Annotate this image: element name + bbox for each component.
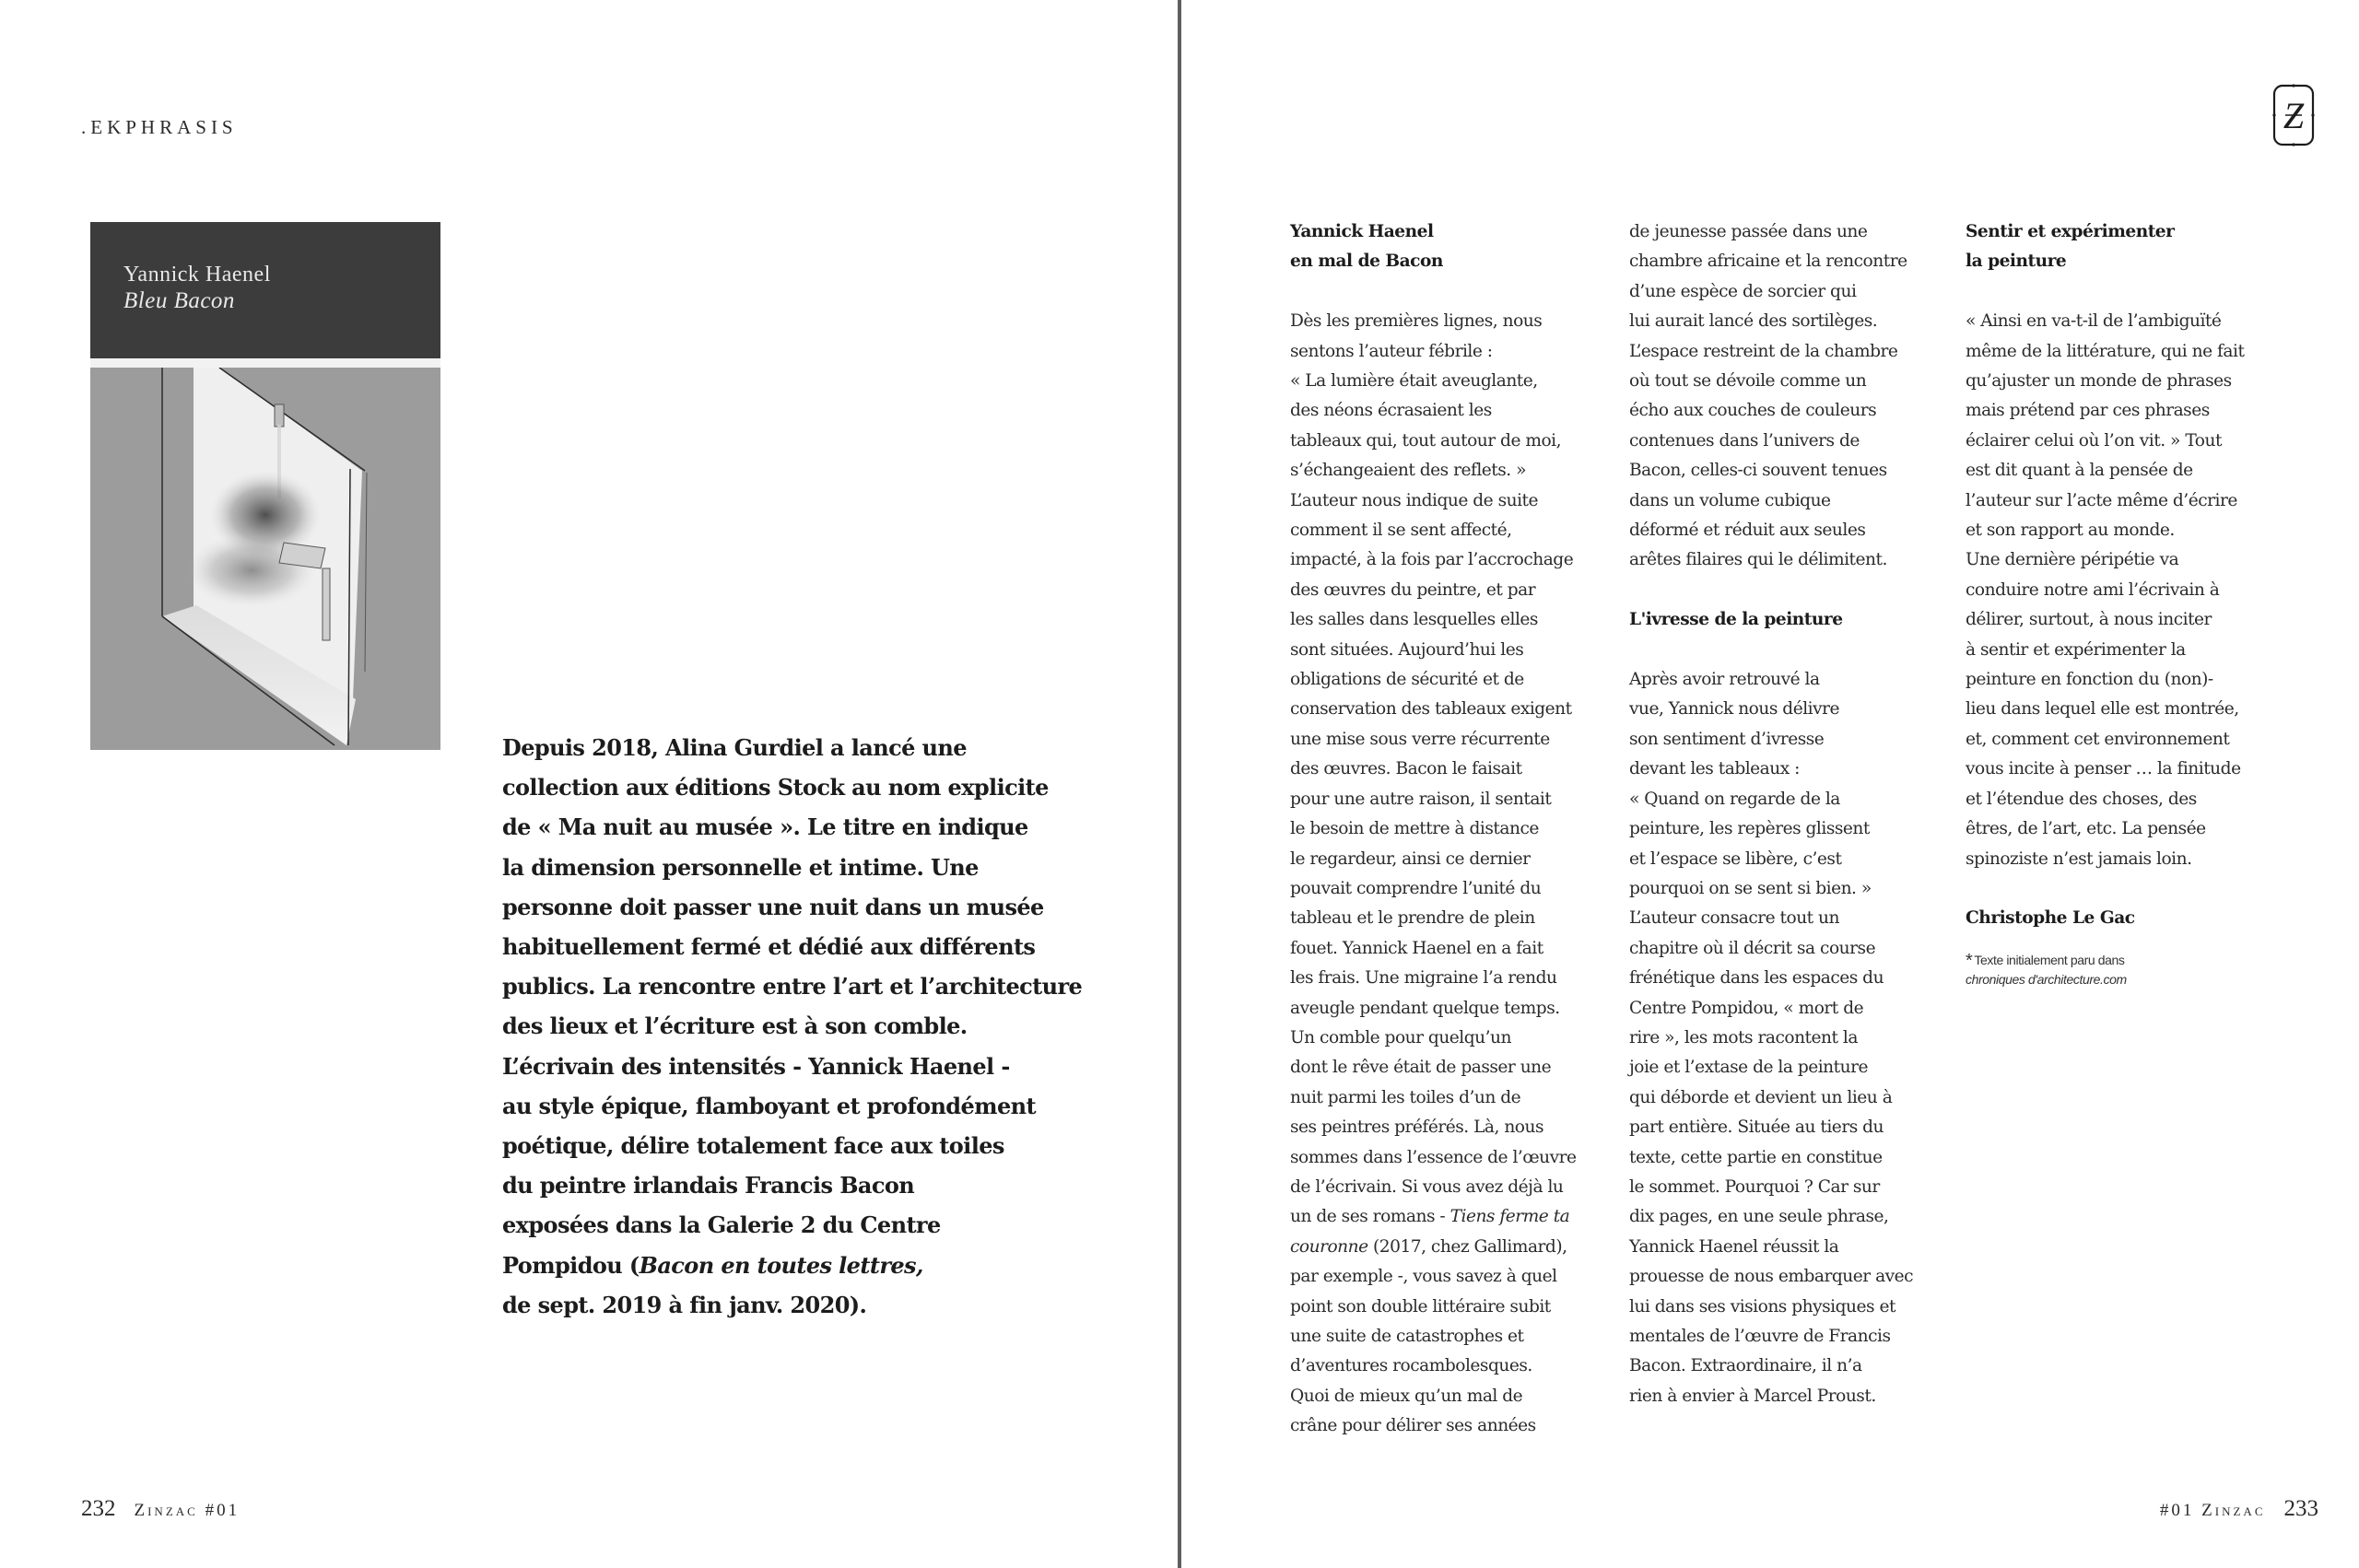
body-line: lui dans ses visions physiques et [1629,1296,1895,1316]
painting-tap [275,404,284,427]
body-line: frénétique dans les espaces du [1629,968,1884,989]
body-line: est dit quant à la pensée de [1966,461,2193,481]
body-line: impacté, à la fois par l’accrochage [1290,550,1574,570]
column-heading: Sentir et expérimenter [1966,222,2175,241]
body-line: écho aux couches de couleurs [1629,401,1877,421]
lead-line: publics. La rencontre entre l’art et l’architecture [502,973,1083,1000]
lead-text: Pompidou ( [502,1251,640,1279]
body-line: peinture, les repères glissent [1629,819,1870,839]
body-line: les frais. Une migraine l’a rendu [1290,968,1557,989]
lead-line [502,1246,1074,1285]
book-cover [90,222,440,752]
lead-line: personne doit passer une nuit dans un musée [502,893,1044,920]
column-heading: Yannick Haenel [1290,222,1434,241]
footnote-text: Texte initialement paru dans [1974,952,2125,967]
lead-line: du peintre irlandais Francis Bacon [502,1172,915,1199]
novel-title: Tiens ferme ta [1449,1207,1570,1227]
body-line: Après avoir retrouvé la [1629,670,1820,690]
body-line: le sommet. Pourquoi ? Car sur [1629,1176,1880,1197]
body-line: dans un volume cubique [1629,490,1831,510]
footnote-asterisk: * [1966,950,1973,971]
body-line: s’échangeaient des reflets. » [1290,461,1526,481]
body-line [1290,1233,1622,1262]
footnote [1966,951,2297,989]
body-line: mais prétend par ces phrases [1966,401,2210,421]
section-label: .EKPHRASIS [81,116,238,138]
body-line: contenues dans l’univers de [1629,430,1860,451]
body-line: ses peintres préférés. Là, nous [1290,1117,1544,1138]
body-line: chambre africaine et la rencontre [1629,252,1907,272]
body-line: les salles dans lesquelles elles [1290,610,1538,630]
cover-painting [90,368,440,750]
body-line: L’auteur nous indique de suite [1290,490,1539,510]
lead-line: L’écrivain des intensités - Yannick Haenel - [502,1052,1010,1080]
body-line: une mise sous verre récurrente [1290,729,1550,749]
body-line: délirer, surtout, à nous inciter [1966,610,2212,630]
body-line: fouet. Yannick Haenel en a fait [1290,938,1543,958]
body-line: Centre Pompidou, « mort de [1629,998,1864,1018]
left-folio [81,1496,240,1522]
body-line: part entière. Située au tiers du [1629,1117,1884,1138]
body-line: Bacon. Extraordinaire, il n’a [1629,1356,1862,1376]
cover-separator [90,358,440,368]
body-line: rire », les mots racontent la [1629,1027,1858,1047]
body-line: sentons l’auteur fébrile : [1290,341,1493,361]
body-line: et son rapport au monde. [1966,521,2175,541]
body-line: vue, Yannick nous délivre [1629,699,1840,720]
right-page [1181,0,2359,1568]
body-line: des œuvres. Bacon le faisait [1290,759,1522,779]
body-line: Une dernière péripétie va [1966,550,2179,570]
body-line: joie et l’extase de la peinture [1629,1058,1868,1078]
cover-title-band [90,222,440,358]
body-line: et, comment cet environnement [1966,729,2230,749]
body-line: aveugle pendant quelque temps. [1290,998,1560,1018]
body-line: « La lumière était aveuglante, [1290,371,1538,392]
body-line: « Ainsi en va-t-il de l’ambiguïté [1966,311,2222,332]
lead-line: de sept. 2019 à fin janv. 2020). [502,1291,867,1318]
body-line: dont le rêve était de passer une [1290,1058,1552,1078]
body-line: dix pages, en une seule phrase, [1629,1207,1889,1227]
body-line: des œuvres du peintre, et par [1290,579,1536,600]
body-line: nuit parmi les toiles d’un de [1290,1087,1521,1107]
body-line: peinture en fonction du (non)- [1966,670,2213,690]
body-line: de l’écrivain. Si vous avez déjà lu [1290,1176,1564,1197]
author-signature: Christophe Le Gac [1966,908,2135,929]
body-line: êtres, de l’art, etc. La pensée [1966,819,2206,839]
body-line: le regardeur, ainsi ce dernier [1290,848,1531,869]
exhibition-title: Bacon en toutes lettres, [639,1251,923,1279]
lead-paragraph [502,728,1083,1325]
body-line: « Quand on regarde de la [1629,789,1840,809]
lead-line: collection aux éditions Stock au nom explicite [502,774,1049,802]
body-line [1290,1202,1622,1232]
body-line: devant les tableaux : [1629,759,1800,779]
body-line: Bacon, celles-ci souvent tenues [1629,461,1887,481]
body-line: L’auteur consacre tout un [1629,908,1840,929]
body-line: de jeunesse passée dans une [1629,222,1868,241]
body-text: un de ses romans - [1290,1207,1450,1227]
body-line: obligations de sécurité et de [1290,670,1524,690]
body-line: et l’étendue des choses, des [1966,789,2197,809]
body-line: éclairer celui où l’on vit. » Tout [1966,430,2222,451]
body-line: Yannick Haenel réussit la [1629,1236,1839,1257]
cover-title: Bleu Bacon [123,288,235,313]
body-line: Quoi de mieux qu’un mal de [1290,1386,1523,1406]
body-line: sommes dans l’essence de l’œuvre [1290,1147,1577,1167]
body-line: son sentiment d’ivresse [1629,729,1825,749]
painting-illustration [90,368,440,750]
body-line: lieu dans lequel elle est montrée, [1966,699,2239,720]
lead-line: Depuis 2018, Alina Gurdiel a lancé une [502,734,967,761]
body-line: des néons écrasaient les [1290,401,1492,421]
body-line: crâne pour délirer ses années [1290,1416,1536,1436]
body-line: prouesse de nous embarquer avec [1629,1267,1914,1287]
body-line: et l’espace se libère, c’est [1629,848,1842,869]
body-line: sont situées. Aujourd’hui les [1290,639,1524,660]
body-line: même de la littérature, qui ne fait [1966,341,2245,361]
cover-author: Yannick Haenel [123,263,271,287]
article-column-3 [1966,217,2297,989]
body-line: L’espace restreint de la chambre [1629,341,1898,361]
lead-line: habituellement fermé et dédié aux différents [502,933,1036,961]
zinzac-logo-icon [2271,81,2317,149]
body-line: le besoin de mettre à distance [1290,819,1539,839]
page-number: 233 [2283,1496,2318,1521]
body-line: qu’ajuster un monde de phrases [1966,371,2232,392]
body-line: arêtes filaires qui le délimitent. [1629,550,1887,570]
body-line: comment il se sent affecté, [1290,521,1512,541]
body-line: déformé et réduit aux seules [1629,521,1866,541]
body-line: qui déborde et devient un lieu à [1629,1087,1893,1107]
body-line: conservation des tableaux exigent [1290,699,1572,720]
body-line: Un comble pour quelqu’un [1290,1027,1511,1047]
body-line: rien à envier à Marcel Proust. [1629,1386,1876,1406]
magazine-name: #01 Zinzac [2159,1501,2266,1520]
article-column-2 [1629,217,1961,1411]
body-line: tableaux qui, tout autour de moi, [1290,430,1562,451]
body-line: lui aurait lancé des sortilèges. [1629,311,1878,332]
body-line: mentales de l’œuvre de Francis [1629,1327,1891,1346]
body-line: spinoziste n’est jamais loin. [1966,848,2192,869]
body-line: point son double littéraire subit [1290,1296,1551,1316]
lead-line: de « Ma nuit au musée ». Le titre en indique [502,813,1028,841]
body-line: pour une autre raison, il sentait [1290,789,1552,809]
body-line: d’une espèce de sorcier qui [1629,281,1857,301]
column-heading: la peinture [1966,252,2067,272]
body-line: où tout se dévoile comme un [1629,371,1867,392]
body-line: une suite de catastrophes et [1290,1327,1524,1347]
lead-line: poétique, délire totalement face aux toiles [502,1132,1004,1160]
novel-title: couronne [1290,1236,1368,1257]
body-line: pourquoi on se sent si bien. » [1629,878,1872,898]
article-column-1 [1290,217,1622,1442]
body-line: par exemple -, vous savez à quel [1290,1267,1557,1287]
logo-letter: Z [2283,95,2305,136]
lead-line: au style épique, flamboyant et profondément [502,1092,1036,1119]
page-number: 232 [81,1496,116,1521]
body-line: à sentir et expérimenter la [1966,639,2186,660]
column-heading: L'ivresse de la peinture [1629,610,1843,630]
body-line: Dès les premières lignes, nous [1290,311,1543,332]
body-line: texte, cette partie en constitue [1629,1147,1883,1167]
body-line: conduire notre ami l’écrivain à [1966,579,2220,600]
body-line: l’auteur sur l’acte même d’écrire [1966,490,2237,510]
lead-line: des lieux et l’écriture est à son comble. [502,1012,968,1040]
body-line: d’aventures rocambolesques. [1290,1356,1532,1376]
right-folio [2160,1496,2318,1522]
body-line: vous incite à penser … la finitude [1966,759,2241,779]
lead-line: la dimension personnelle et intime. Une [502,853,979,881]
body-line: chapitre où il décrit sa course [1629,938,1876,958]
body-line: pouvait comprendre l’unité du [1290,878,1542,898]
body-line: tableau et le prendre de plein [1290,908,1535,929]
footnote-source-link[interactable]: chroniques d'architecture.com [1966,971,2127,987]
body-text: (2017, chez Gallimard), [1367,1236,1567,1257]
magazine-name: Zinzac #01 [134,1501,241,1520]
column-heading: en mal de Bacon [1290,252,1443,272]
lead-line: exposées dans la Galerie 2 du Centre [502,1211,941,1239]
